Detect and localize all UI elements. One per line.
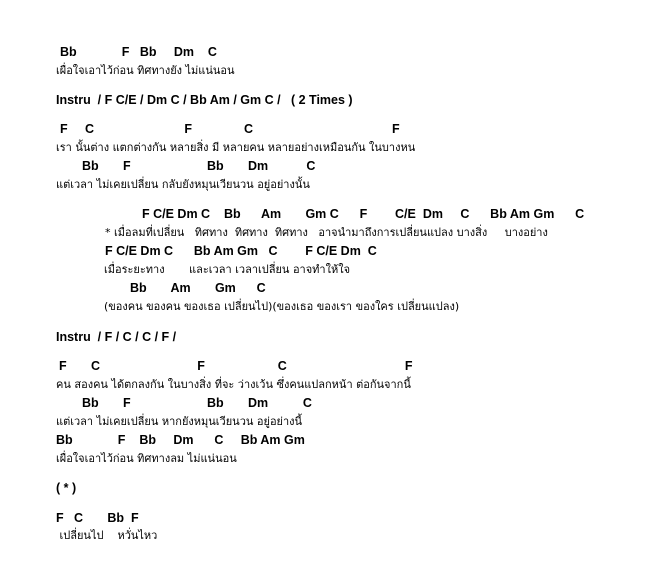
lyric-line: เรา นั้นต่าง แตกต่างกัน หลายสิ่ง มี หลายคน หลายอย่างเหมือนกัน ในบางหน xyxy=(56,141,416,154)
section-line: Instru / F C/E / Dm C / Bb Am / Gm C / ( 2 Times ) xyxy=(56,93,353,107)
chord-line: F C/E Dm C Bb Am Gm C F C/E Dm C Bb Am Gm C xyxy=(142,207,585,221)
lyric-line: เมื่อระยะทาง และเวลา เวลาเปลี่ยน อาจทำให้ใจ xyxy=(104,263,351,276)
chord-line: F C F C F xyxy=(60,122,400,136)
section-line: ( * ) xyxy=(56,481,77,495)
lyric-line: (ของคน ของคน ของเธอ เปลี่ยนไป)(ของเธอ ของเรา ของใคร เปลี่ยนแปลง) xyxy=(104,300,460,313)
lyric-line: * เมื่อลมที่เปลี่ยน ทิศทาง ทิศทาง ทิศทาง อาจนำมาถึงการเปลี่ยนแปลง บางสิ่ง บางอย่าง xyxy=(105,226,548,239)
section-line: Instru / F / C / C / F / xyxy=(56,330,177,344)
chord-line: Bb F Bb Dm C xyxy=(82,396,312,410)
lyric-line: แต่เวลา ไม่เคยเปลี่ยน กลับยังหมุนเวียนวน อยู่อย่างนั้น xyxy=(56,178,310,191)
lyric-line: แต่เวลา ไม่เคยเปลี่ยน หากยังหมุนเวียนวน อยู่อย่างนี้ xyxy=(56,415,303,428)
lyric-line: เผื่อใจเอาไว้ก่อน ทิศทางลม ไม่แน่นอน xyxy=(56,452,237,465)
lyric-line: เปลี่ยนไป หวั่นไหว xyxy=(56,529,158,542)
lyric-line: เผื่อใจเอาไว้ก่อน ทิศทางยัง ไม่แน่นอน xyxy=(56,64,235,77)
chord-line: Bb F Bb Dm C xyxy=(60,45,217,59)
chord-line: Bb F Bb Dm C xyxy=(82,159,316,173)
chord-line: F C Bb F xyxy=(56,511,139,525)
chord-line: F C F C F xyxy=(59,359,413,373)
chord-line: F C/E Dm C Bb Am Gm C F C/E Dm C xyxy=(105,244,377,258)
chord-line: Bb Am Gm C xyxy=(130,281,266,295)
lyric-line: คน สองคน ได้ตกลงกัน ในบางสิ่ง ที่จะ ว่างเว้น ซึ่งคนแปลกหน้า ต่อกันจากนี้ xyxy=(56,378,411,391)
chord-line: Bb F Bb Dm C Bb Am Gm xyxy=(56,433,305,447)
